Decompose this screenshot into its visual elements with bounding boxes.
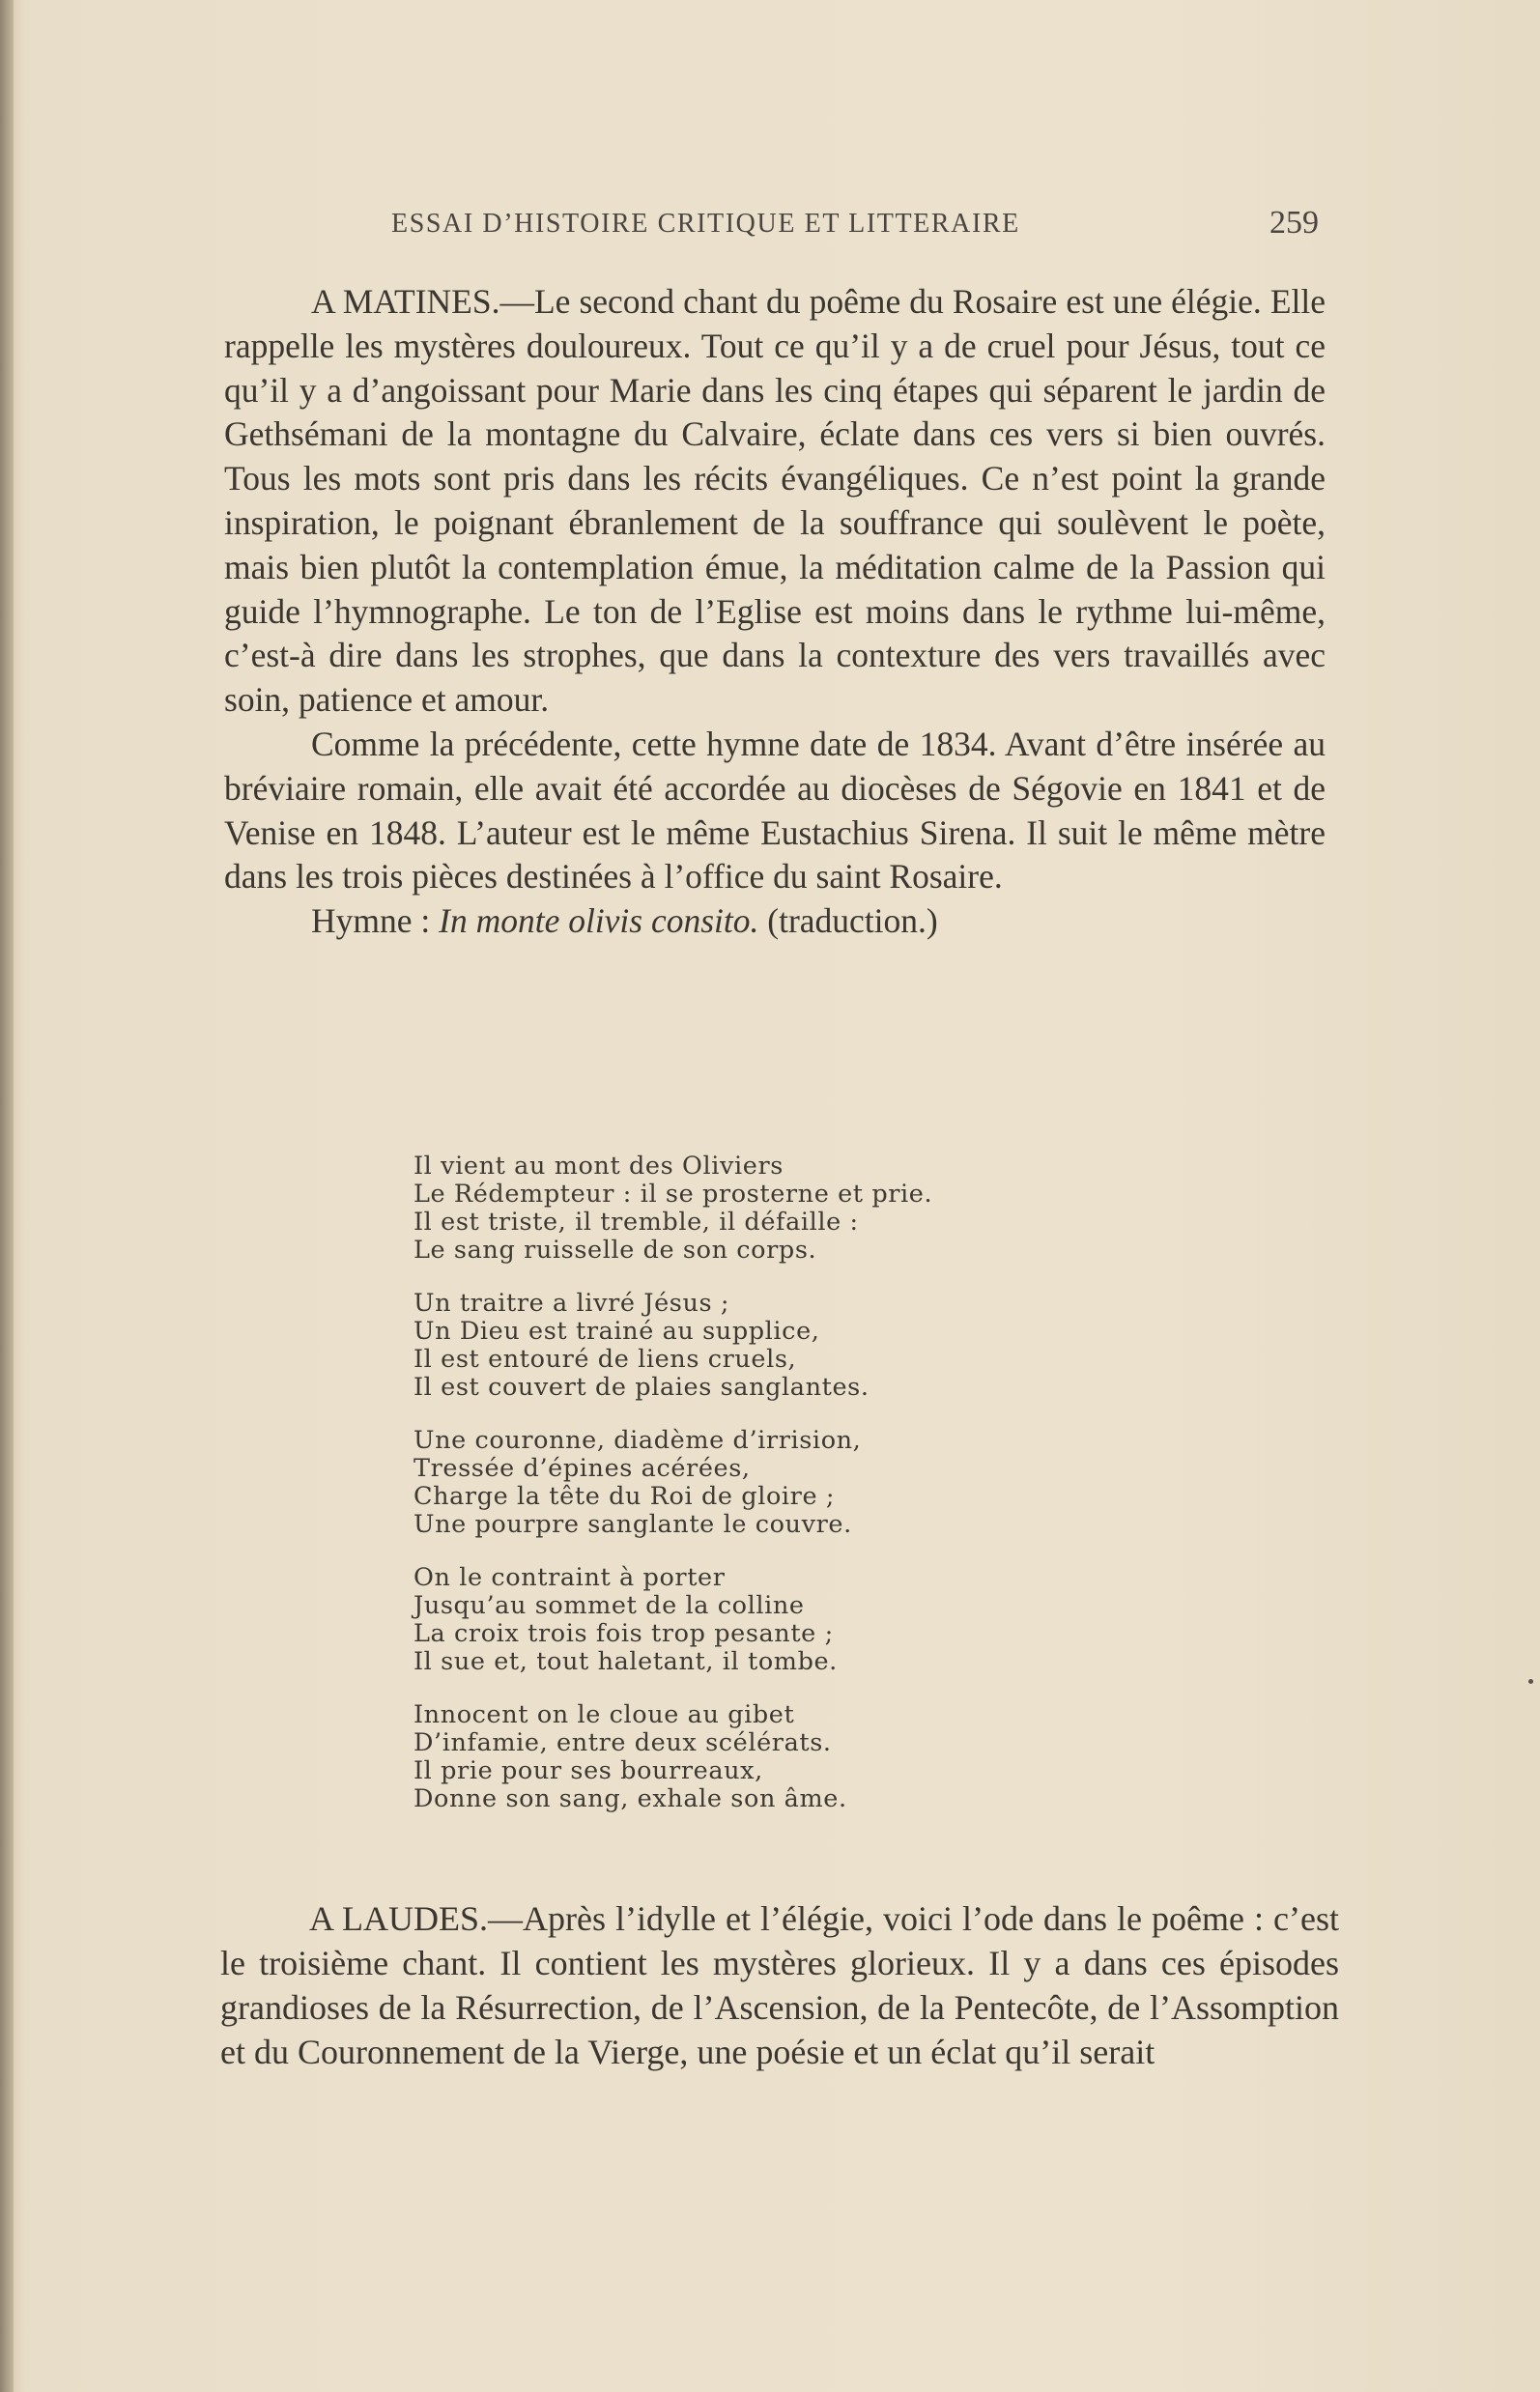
hymn-prefix: Hymne : [311,901,440,941]
page-number: 259 [1269,205,1319,241]
page-gutter [0,0,14,2392]
verse-line: Un Dieu est trainé au supplice, [414,1317,820,1346]
verse-line: Il est triste, il tremble, il défaille : [414,1208,859,1237]
running-head: ESSAI D’HISTOIRE CRITIQUE ET LITTERAIRE [391,209,1020,239]
stanza [414,1427,1090,1539]
verse-line: Innocent on le cloue au gibet [414,1700,795,1729]
verse-line: Il sue et, tout haletant, il tombe. [414,1647,838,1676]
page-header [391,203,1319,245]
verse-line: D’infamie, entre deux scélérats. [414,1728,832,1757]
lauds-text [220,1896,1339,2074]
verse-line: Tressée d’épines acérées, [414,1454,751,1483]
verse-line: Charge la tête du Roi de gloire ; [414,1482,836,1511]
hymn-translation [414,1153,1090,1838]
stanza [414,1153,1090,1265]
hymn-suffix: (traduction.) [758,901,938,941]
verse-line: On le contraint à porter [414,1563,726,1592]
stanza [414,1564,1090,1676]
verse-line: Le sang ruisselle de son corps. [414,1236,817,1265]
verse-line: Le Rédempteur : il se prosterne et prie. [414,1180,933,1209]
verse-line: Il est couvert de plaies sanglantes. [414,1373,870,1402]
paragraph-matines: A MATINES.—Le second chant du poême du Rosaire est une élégie. Elle rappelle les mystères douloureux. Tout ce qu’il y a de cruel pour Jésus, tout ce qu’il y a d’angoissant pour Marie dans les cinq étapes qui séparent le jardin de Gethsémani de la montagne du Calvaire, éclate dans ces vers si bien ouvrés. Tous les mots sont pris dans les récits évangéliques. Ce n’est point la grande inspiration, le poignant ébranlement de la souffrance qui soulèvent le poète, mais bien plutôt la contemplation émue, la méditation calme de la Passion qui guide l’hymnographe. Le ton de l’Eglise est moins dans le rythme lui-même, c’est-à dire dans les strophes, que dans la contexture des vers travaillés avec soin, patience et amour. [224,282,1326,720]
hymn-title: In monte olivis consito. [439,901,759,941]
verse-line: Une couronne, diadème d’irrision, [414,1426,862,1455]
main-text [224,280,1326,944]
paragraph-history: Comme la précédente, cette hymne date de 1834. Avant d’être insérée au bréviaire romain, elle avait été accordée au diocèses de Ségovie en 1841 et de Venise en 1848. L’auteur est le même Eustachius Sirena. Il suit le même mètre dans les trois pièces destinées à l’office du saint Rosaire. [224,724,1326,897]
verse-line: Donne son sang, exhale son âme. [414,1784,847,1813]
ink-speck [1528,1679,1533,1684]
paragraph-lauds: A LAUDES.—Après l’idylle et l’élégie, voici l’ode dans le poême : c’est le troisième chant. Il contient les mystères glorieux. Il y a dans ces épisodes grandioses de la Résurrection, de l’Ascension, de la Pentecôte, de l’Assomption et du Couronnement de la Vierge, une poésie et un éclat qu’il serait [220,1899,1339,2071]
stanza [414,1701,1090,1813]
verse-line: Il vient au mont des Oliviers [414,1152,784,1181]
verse-line: Un traitre a livré Jésus ; [414,1289,730,1318]
verse-line: La croix trois fois trop pesante ; [414,1619,834,1648]
verse-line: Il prie pour ses bourreaux, [414,1756,763,1785]
stanza [414,1290,1090,1402]
hymn-heading [224,899,1326,944]
verse-line: Jusqu’au sommet de la colline [414,1591,805,1620]
verse-line: Il est entouré de liens cruels, [414,1345,797,1374]
verse-line: Une pourpre sanglante le couvre. [414,1510,852,1539]
